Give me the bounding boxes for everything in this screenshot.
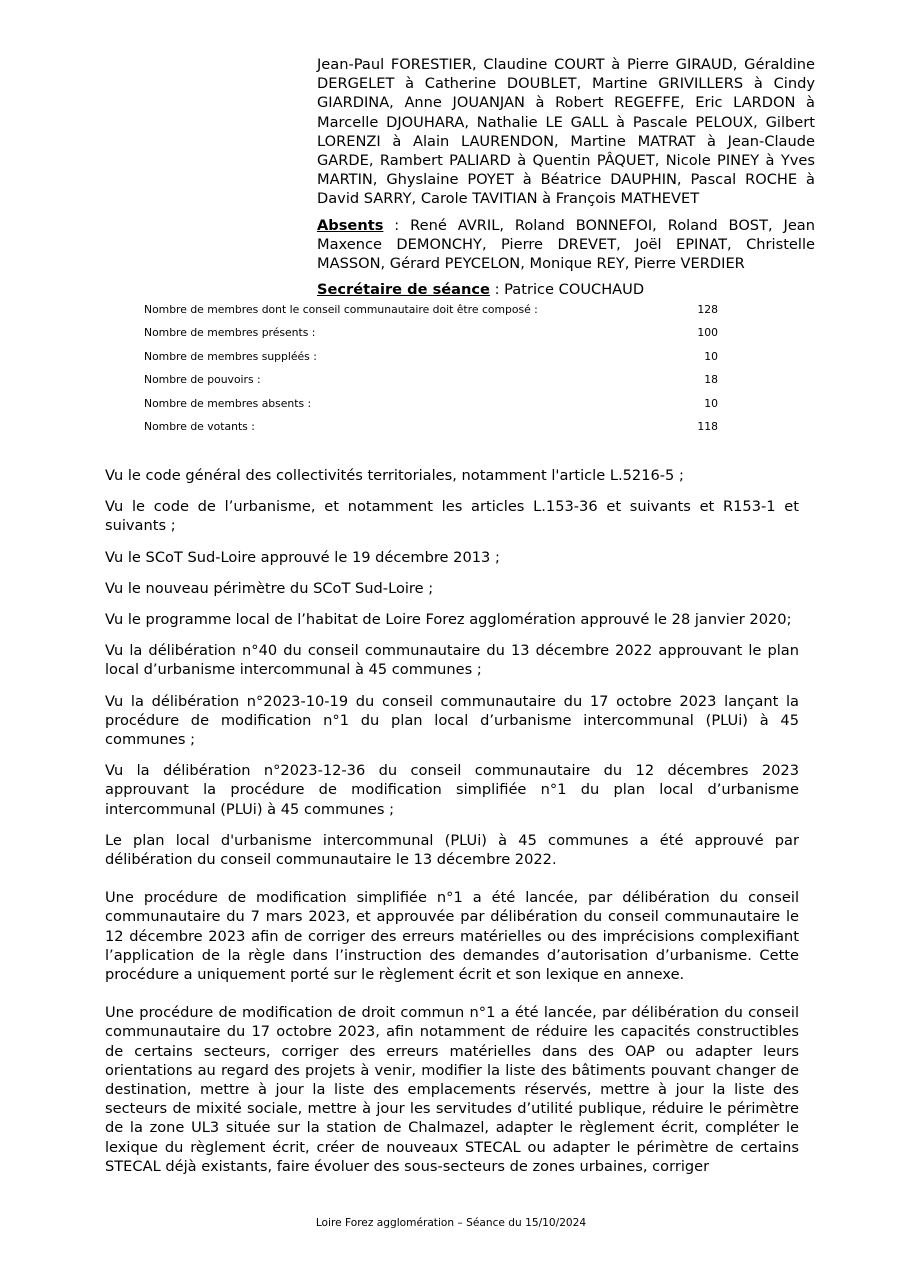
count-row [144, 372, 718, 395]
count-row [144, 325, 718, 348]
count-value: 10 [704, 396, 718, 410]
count-label: Nombre de membres dont le conseil communautaire doit être composé : [144, 303, 538, 316]
secretary-paragraph [317, 280, 815, 299]
body-paragraph: Vu la délibération n°2023-12-36 du conseil communautaire du 12 décembres 2023 approuvant la procédure de modification simplifiée n°1 du plan local d’urbanisme intercommunal (PLUi) à 45 communes ; [105, 762, 799, 818]
count-label: Nombre de membres absents : [144, 396, 312, 410]
count-row [144, 419, 718, 442]
body-paragraph: Une procédure de modification de droit commun n°1 a été lancée, par délibération du conseil communautaire du 17 octobre 2023, afin notamment de réduire les capacités constructibles de certains secteurs, corriger des erreurs matérielles dans des OAP ou adapter leurs orientations au regard des projets à venir, modifier la liste des bâtiments pouvant changer de destination, mettre à jour la liste des emplacements réservés, mettre à jour la liste des secteurs de mixité sociale, mettre à jour les servitudes d’utilité publique, réduire le périmètre de la zone UL3 située sur la station de Chalmazel, adapter le règlement écrit, compléter le lexique du règlement écrit, créer de nouveaux STECAL ou adapter le périmètre de certains STECAL déjà existants, faire évoluer des sous-secteurs de zones urbaines, corriger [105, 1004, 799, 1175]
body-paragraph: Le plan local d'urbanisme intercommunal (PLUi) à 45 communes a été approuvé par délibération du conseil communautaire le 13 décembre 2022. [105, 831, 799, 869]
count-row [144, 396, 718, 419]
count-label: Nombre de membres suppléés : [144, 349, 317, 363]
body-paragraph: Vu le programme local de l’habitat de Loire Forez agglomération approuvé le 28 janvier 2020; [105, 611, 792, 629]
count-value: 100 [697, 326, 718, 340]
deliberation-body [105, 466, 799, 1188]
body-paragraph: Vu le code de l’urbanisme, et notamment les articles L.153-36 et suivants et R153-1 et suivants ; [105, 498, 799, 535]
body-paragraph: Une procédure de modification simplifiée n°1 a été lancée, par délibération du conseil communautaire du 7 mars 2023, et approuvée par délibération du conseil communautaire le 12 décembre 2023 afin de corriger des erreurs matérielles ou des imprécisions complexifiant l’application de la règle dans l’instruction des demandes d’autorisation d’urbanisme. Cette procédure a uniquement porté sur le règlement écrit et son lexique en annexe. [105, 889, 799, 984]
secretary-name: : Patrice COUCHAUD [489, 281, 645, 299]
count-row [144, 349, 718, 372]
absents-list: : René AVRIL, Roland BONNEFOI, Roland BOST, Jean Maxence DEMONCHY, Pierre DREVET, Joël EPINAT, Christelle MASSON, Gérard PEYCELON, Monique REY, Pierre VERDIER [317, 216, 815, 273]
proxies-paragraph: Jean-Paul FORESTIER, Claudine COURT à Pierre GIRAUD, Géraldine DERGELET à Catherine DOUBLET, Martine GRIVILLERS à Cindy GIARDINA, Anne JOUANJAN à Robert REGEFFE, Eric LARDON à Marcelle DJOUHARA, Nathalie LE GALL à Pascale PELOUX, Gilbert LORENZI à Alain LAURENDON, Martine MATRAT à Jean-Claude GARDE, Rambert PALIARD à Quentin PÂQUET, Nicole PINEY à Yves MARTIN, Ghyslaine POYET à Béatrice DAUPHIN, Pascal ROCHE à David SARRY, Carole TAVITIAN à François MATHEVET [317, 56, 815, 208]
count-value: 10 [704, 349, 718, 363]
body-paragraph: Vu le code général des collectivités territoriales, notamment l'article L.5216-5 ; [105, 467, 684, 484]
body-paragraph: Vu le nouveau périmètre du SCoT Sud-Loire ; [105, 579, 434, 597]
count-label: Nombre de votants : [144, 419, 255, 433]
body-paragraph: Vu la délibération n°40 du conseil communautaire du 13 décembre 2022 approuvant le plan local d’urbanisme intercommunal à 45 communes ; [105, 642, 799, 679]
absents-label: Absents [317, 216, 384, 234]
attendance-block [317, 55, 815, 306]
page-footer: Loire Forez agglomération – Séance du 15/10/2024 [315, 1217, 587, 1229]
count-value: 118 [697, 419, 718, 433]
body-paragraph: Vu le SCoT Sud-Loire approuvé le 19 décembre 2013 ; [105, 548, 500, 566]
member-counts-table [144, 302, 718, 442]
body-paragraph: Vu la délibération n°2023-10-19 du conseil communautaire du 17 octobre 2023 lançant la procédure de modification n°1 du plan local d’urbanisme intercommunal (PLUi) à 45 communes ; [105, 692, 799, 749]
absents-paragraph [317, 216, 815, 274]
count-value: 18 [704, 373, 718, 387]
count-value: 128 [697, 303, 718, 316]
count-row [144, 302, 718, 325]
count-label: Nombre de membres présents : [144, 326, 316, 340]
secretary-label: Secrétaire de séance [317, 281, 490, 299]
count-label: Nombre de pouvoirs : [144, 373, 261, 387]
